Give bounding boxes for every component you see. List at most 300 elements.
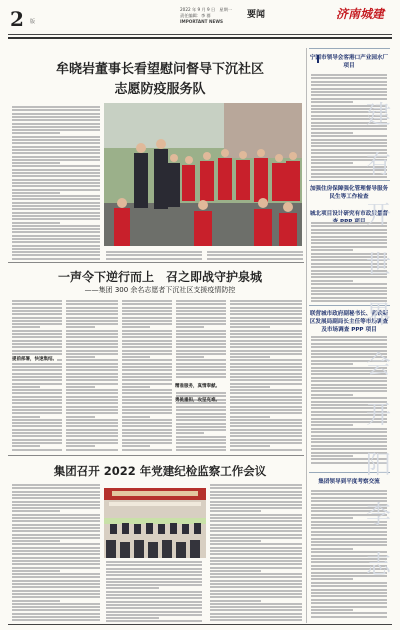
newspaper-logo: 济南城建 (336, 7, 385, 21)
text-line (176, 320, 226, 322)
text-line (311, 81, 387, 83)
text-line (311, 387, 387, 389)
text-line (230, 435, 302, 437)
text-line (12, 520, 100, 522)
text-line (12, 165, 100, 167)
text-line (311, 612, 387, 614)
text-line (12, 494, 100, 496)
english-section: IMPORTANT NEWS (180, 19, 223, 24)
text-line (210, 507, 302, 509)
text-line (106, 571, 202, 573)
text-line (311, 534, 387, 536)
text-line (106, 258, 202, 260)
text-line (12, 442, 62, 444)
text-line (12, 119, 100, 121)
text-line (122, 442, 172, 444)
text-line (311, 394, 353, 396)
text-line (230, 350, 302, 352)
text-line (12, 172, 100, 174)
text-line (176, 429, 226, 431)
text-line (122, 307, 172, 309)
text-line (12, 132, 60, 134)
text-line (12, 510, 60, 512)
sidebar-headline-1: 宁国市领导会客港口产业园水厂项目 (309, 55, 389, 69)
text-line (176, 406, 226, 408)
text-line (311, 84, 387, 86)
text-line (176, 363, 226, 365)
meeting-photo (104, 488, 206, 558)
text-line (311, 239, 387, 241)
text-line (12, 527, 100, 529)
text-line (122, 333, 172, 335)
text-line (122, 366, 172, 368)
text-line (66, 429, 118, 431)
text-line (106, 614, 202, 616)
text-line (12, 238, 100, 240)
text-line (12, 550, 100, 552)
text-line (311, 582, 387, 584)
text-line (230, 340, 302, 342)
watermark-char: 李 (366, 500, 392, 529)
text-line (66, 416, 95, 418)
text-line (66, 419, 118, 421)
text-line (12, 543, 100, 545)
text-line (207, 251, 303, 253)
text-line (122, 392, 172, 394)
text-line (230, 439, 302, 441)
text-line (66, 432, 118, 434)
text-line (230, 376, 302, 378)
text-line (230, 313, 302, 315)
text-line (12, 373, 62, 375)
text-line (12, 609, 100, 611)
text-line (210, 517, 302, 519)
text-line (176, 340, 226, 342)
text-line (210, 576, 302, 578)
text-line (106, 594, 202, 596)
text-line (230, 353, 302, 355)
text-line (12, 126, 100, 128)
text-line (122, 353, 172, 355)
text-line (311, 599, 387, 601)
text-line (12, 540, 60, 542)
text-line (12, 182, 100, 184)
text-line (176, 392, 226, 394)
text-line (311, 91, 387, 93)
text-line (12, 534, 100, 536)
text-line (230, 389, 302, 391)
text-line (122, 383, 172, 385)
text-line (210, 586, 302, 588)
text-line (230, 356, 270, 358)
text-line (122, 363, 172, 365)
text-line (12, 484, 100, 486)
text-line (12, 185, 100, 187)
text-line (122, 369, 172, 371)
text-line (12, 179, 100, 181)
article1-title: 牟晓岩董事长看望慰问督导下沉社区 (55, 62, 264, 77)
text-line (210, 510, 261, 512)
text-line (176, 300, 226, 302)
text-line (230, 406, 302, 408)
volunteers-photo (104, 103, 302, 246)
text-line (66, 435, 118, 437)
text-line (230, 333, 302, 335)
text-line (311, 435, 387, 437)
text-line (122, 439, 172, 441)
text-line (66, 326, 95, 328)
text-line (311, 585, 387, 587)
text-line (210, 504, 302, 506)
text-line (210, 590, 302, 592)
text-line (210, 494, 302, 496)
text-line (230, 422, 302, 424)
text-line (210, 534, 302, 536)
text-line (106, 591, 202, 593)
text-line (12, 254, 100, 256)
article1-title-line2: 志愿防疫服务队 (114, 82, 206, 97)
text-line (176, 416, 226, 418)
text-line (230, 317, 302, 319)
text-line (311, 232, 387, 234)
text-line (12, 307, 62, 309)
text-line (12, 245, 100, 247)
text-line (230, 369, 302, 371)
article2-subtitle: ——集团 300 余名志愿者下沉社区支援疫情防控 (84, 286, 236, 294)
text-line (176, 313, 226, 315)
text-line (311, 455, 353, 457)
text-line (311, 517, 353, 519)
text-line (12, 300, 62, 302)
article2-title: 一声令下逆行而上 召之即战守护泉城 (57, 270, 262, 284)
text-line (12, 412, 62, 414)
text-line (12, 487, 100, 489)
text-line (12, 317, 62, 319)
text-line (12, 175, 100, 177)
text-line (66, 396, 118, 398)
text-line (210, 603, 302, 605)
text-line (106, 604, 202, 606)
text-line (12, 228, 100, 230)
header-rule (8, 34, 392, 35)
text-line (106, 564, 202, 566)
text-line (122, 326, 150, 328)
text-line (210, 487, 302, 489)
text-line (12, 310, 62, 312)
text-line (12, 507, 100, 509)
text-line (66, 389, 118, 391)
text-line (210, 491, 302, 493)
text-line (230, 416, 270, 418)
text-line (210, 520, 302, 522)
text-line (12, 241, 100, 243)
text-line (12, 429, 62, 431)
text-line (230, 402, 302, 404)
text-line (12, 139, 100, 141)
inner-head-3: 勇挑重担，攻坚克难。 (175, 398, 220, 403)
text-line (122, 425, 172, 427)
text-line (122, 396, 172, 398)
text-line (12, 389, 62, 391)
text-line (210, 609, 302, 611)
inner-head-2: 精准服务，真情奉献。 (175, 384, 220, 389)
editor-text: 责任编辑：李 群 (180, 13, 211, 18)
text-line (210, 567, 302, 569)
text-line (311, 589, 387, 591)
text-line (66, 406, 118, 408)
text-line (66, 386, 95, 388)
text-line (311, 162, 353, 164)
text-line (230, 396, 302, 398)
text-line (210, 553, 302, 555)
text-line (210, 537, 302, 539)
text-line (210, 557, 302, 559)
text-line (210, 600, 261, 602)
text-line (12, 399, 62, 401)
text-line (176, 426, 226, 428)
text-line (12, 376, 62, 378)
text-line (12, 567, 100, 569)
text-line (176, 356, 204, 358)
text-line (176, 373, 226, 375)
section-title: 要闻 (247, 10, 266, 20)
article-separator (8, 262, 304, 263)
text-line (12, 439, 62, 441)
text-line (66, 449, 118, 451)
article3-title: 集团召开 2022 年党建纪检监察工作会议 (53, 464, 267, 478)
text-line (210, 613, 302, 615)
text-line (122, 409, 172, 411)
text-line (66, 392, 118, 394)
text-line (12, 202, 100, 204)
text-line (122, 389, 172, 391)
text-line (12, 198, 100, 200)
text-line (12, 392, 62, 394)
text-line (230, 432, 302, 434)
text-line (106, 561, 202, 563)
text-line (12, 530, 100, 532)
text-line (12, 218, 100, 220)
text-line (12, 313, 62, 315)
text-line (12, 406, 62, 408)
text-line (12, 251, 100, 253)
text-line (210, 484, 302, 486)
text-line (12, 336, 62, 338)
text-line (12, 563, 100, 565)
text-line (12, 435, 62, 437)
text-line (12, 235, 100, 237)
text-line (12, 616, 100, 618)
text-line (66, 379, 118, 381)
text-line (210, 543, 302, 545)
inner-head-1: 提前部署，快速集结。 (12, 357, 57, 362)
watermark-char: 开 (366, 400, 392, 429)
text-line (230, 383, 302, 385)
text-line (122, 359, 172, 361)
text-line (106, 251, 202, 253)
text-line (12, 449, 62, 451)
text-line (12, 386, 40, 388)
text-line (311, 280, 353, 282)
text-line (122, 412, 172, 414)
text-line (66, 340, 118, 342)
text-line (66, 409, 118, 411)
text-line (122, 422, 172, 424)
text-line (66, 307, 118, 309)
text-line (230, 449, 302, 451)
text-line (122, 419, 172, 421)
text-line (12, 343, 62, 345)
text-line (12, 152, 100, 154)
text-line (230, 412, 302, 414)
text-line (12, 580, 100, 582)
text-line (122, 429, 172, 431)
text-line (12, 116, 100, 118)
text-line (210, 514, 302, 516)
text-line (106, 578, 202, 580)
watermark-char: 界 (366, 300, 392, 329)
text-line (230, 343, 302, 345)
volunteers-photo-image (104, 103, 302, 246)
text-line (12, 422, 62, 424)
text-line (230, 303, 302, 305)
text-line (122, 406, 172, 408)
text-line (12, 379, 62, 381)
text-line (210, 501, 302, 503)
text-line (12, 320, 62, 322)
issue-date-text: 2022 年 9 月 9 日 星期一 (180, 7, 232, 12)
text-line (210, 616, 302, 618)
text-line (122, 323, 172, 325)
text-line (210, 547, 302, 549)
text-line (122, 373, 172, 375)
text-line (311, 336, 387, 338)
text-line (230, 346, 302, 348)
text-line (66, 422, 118, 424)
text-line (66, 376, 118, 378)
text-line (210, 497, 302, 499)
text-line (311, 287, 387, 289)
text-line (230, 359, 302, 361)
text-line (230, 445, 270, 447)
text-line (176, 409, 226, 411)
text-line (106, 617, 159, 619)
text-line (122, 313, 172, 315)
sidebar-headline-5: 集团领导到平度考察交流 (318, 479, 380, 485)
text-line (210, 550, 302, 552)
text-line (66, 346, 118, 348)
text-line (176, 307, 226, 309)
text-line (176, 330, 226, 332)
text-line (122, 340, 172, 342)
text-line (66, 359, 118, 361)
text-line (311, 390, 387, 392)
text-line (122, 303, 172, 305)
sidebar-headline-3: 城北项目设计研究有市政质量督 (309, 211, 389, 217)
text-line (12, 596, 100, 598)
text-line (12, 169, 100, 171)
text-line (122, 386, 150, 388)
text-line (230, 373, 302, 375)
text-line (176, 323, 226, 325)
text-line (311, 538, 387, 540)
text-line (311, 424, 353, 426)
text-line (230, 386, 270, 388)
text-line (12, 346, 62, 348)
text-line (230, 310, 302, 312)
article-separator-2 (8, 455, 304, 456)
text-line (311, 236, 387, 238)
text-line (12, 517, 100, 519)
text-line (12, 149, 100, 151)
text-line (311, 606, 387, 608)
text-line (66, 330, 118, 332)
sidebar-divider (306, 48, 307, 623)
text-line (12, 396, 62, 398)
text-line (122, 356, 150, 358)
text-line (176, 317, 226, 319)
issue-date (180, 7, 240, 25)
text-line (12, 353, 62, 355)
text-line (176, 346, 226, 348)
text-line (176, 376, 226, 378)
text-line (12, 136, 100, 138)
text-line (311, 290, 387, 292)
text-line (12, 504, 100, 506)
text-line (176, 350, 226, 352)
text-line (311, 592, 387, 594)
text-line (106, 620, 202, 622)
text-line (230, 399, 302, 401)
header-rule-thick (8, 37, 392, 39)
text-line (230, 392, 302, 394)
text-line (230, 419, 302, 421)
text-line (122, 310, 172, 312)
text-line (122, 346, 172, 348)
text-line (12, 123, 100, 125)
text-line (207, 254, 303, 256)
text-line (12, 333, 62, 335)
text-line (12, 326, 40, 328)
text-line (122, 317, 172, 319)
text-line (122, 402, 172, 404)
text-line (12, 142, 100, 144)
text-line (210, 563, 302, 565)
text-line (122, 432, 172, 434)
text-line (12, 416, 40, 418)
text-line (66, 442, 118, 444)
text-line (230, 442, 302, 444)
text-line (311, 74, 387, 76)
text-line (176, 359, 226, 361)
text-line (66, 366, 118, 368)
watermark-char: 开 (366, 200, 392, 229)
text-line (176, 353, 226, 355)
text-line (122, 435, 172, 437)
meeting-photo-image (104, 488, 206, 558)
text-line (12, 409, 62, 411)
text-line (12, 212, 100, 214)
text-line (210, 606, 302, 608)
text-line (122, 336, 172, 338)
text-line (12, 445, 40, 447)
text-line (106, 587, 159, 589)
text-line (66, 445, 95, 447)
text-line (210, 573, 302, 575)
watermark-char: 会 (366, 350, 392, 379)
text-line (311, 609, 353, 611)
text-line (311, 578, 353, 580)
